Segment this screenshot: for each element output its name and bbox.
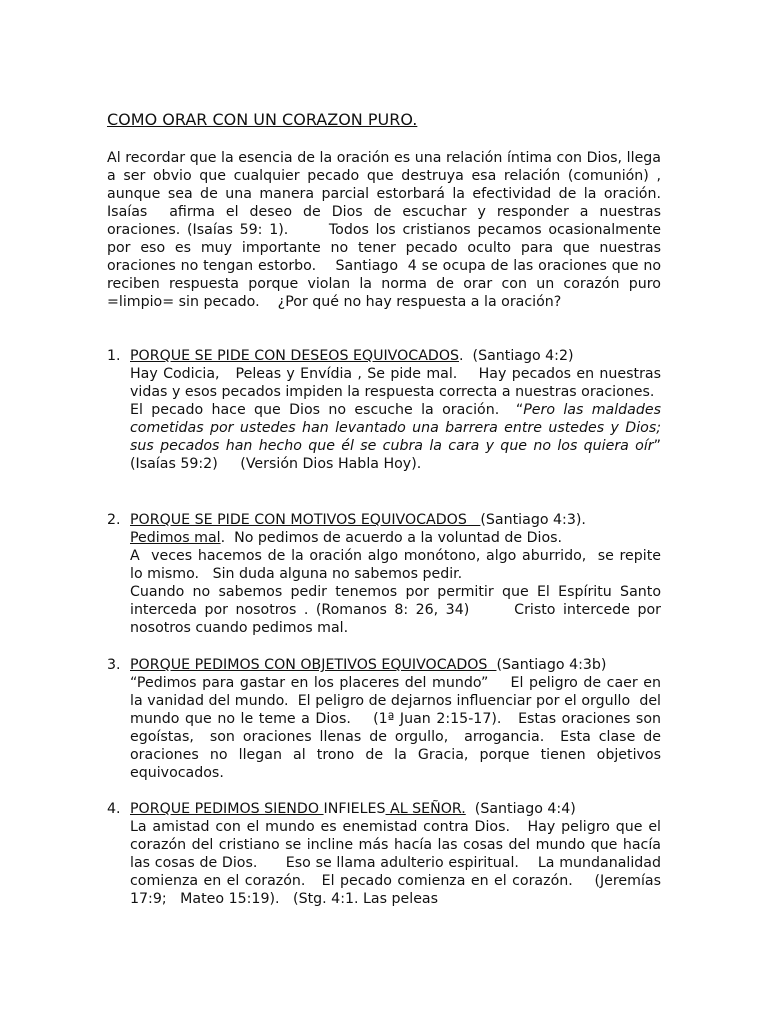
item-reference: (Santiago 4:3). [480, 512, 586, 528]
list-number: 2. [107, 512, 121, 528]
quote-text: Pero las maldades cometidas por ustedes han levantado una barrera entre ustedes y Dios; sus pecados han hecho que él se cubra la cara y que no los quiera oír [130, 402, 671, 454]
item-paragraph: Hay Codicia, Peleas y Envídia , Se pide mal. Hay pecados en nuestras vidas y esos pecados impiden la respuesta correcta a nuestras oraciones. [130, 366, 666, 400]
document-title: COMO ORAR CON UN CORAZON PURO. [107, 110, 418, 129]
list-item-2 [107, 511, 666, 637]
item-heading-word: INFIELES [323, 801, 386, 817]
intro-paragraph: Al recordar que la esencia de la oración es una relación íntima con Dios, llega a ser obvio que cualquier pecado que destruya esa relación (comunión) , aunque sea de una manera parcial estorbará la efectividad de la oración. Isaías afirma el deseo de Dios de escuchar y responder a nuestras oraciones. (Isaías 59: 1). Todos los cristianos pecamos ocasionalmente por eso es muy importante no tener pecado oculto para que nuestras oraciones no tengan estorbo. Santiago 4 se ocupa de las oraciones que no reciben respuesta porque violan la norma de orar con un corazón puro =limpio= sin pecado. ¿Por qué no hay respuesta a la oración? [107, 150, 684, 310]
item-heading-end: AL SEÑOR. [385, 801, 466, 817]
item-heading: PORQUE SE PIDE CON MOTIVOS EQUIVOCADOS [130, 512, 481, 528]
item-paragraph: La amistad con el mundo es enemistad contra Dios. Hay peligro que el corazón del cristiano se incline más hacía las cosas del mundo que hacía las cosas de Dios. Eso se llama adulterio espiritual. La mundanalidad comienza en el corazón. El pecado comienza en el corazón. (Jeremías 17:9; Mateo 15:19). (Stg. 4:1. Las peleas [130, 819, 666, 907]
quote-reference: ” (Isaías 59:2) (Versión Dios Habla Hoy). [130, 438, 671, 472]
list-item-1 [107, 347, 671, 473]
list-number: 3. [107, 657, 121, 673]
item-heading-line [130, 656, 661, 674]
item-heading: PORQUE PEDIMOS SIENDO [130, 801, 324, 817]
item-subheading-tail: . No pedimos de acuerdo a la voluntad de Dios. [220, 530, 563, 546]
item-heading-line [130, 800, 661, 818]
item-heading-line [130, 511, 661, 529]
item-reference: (Santiago 4:4) [465, 801, 576, 817]
item-heading-line [130, 347, 661, 365]
item-reference: . (Santiago 4:2) [459, 348, 574, 364]
item-subheading: Pedimos mal [130, 530, 221, 546]
list-item-3 [107, 656, 666, 782]
item-heading: PORQUE PEDIMOS CON OBJETIVOS EQUIVOCADOS [130, 657, 497, 673]
item-paragraph: Cuando no sabemos pedir tenemos por permitir que El Espíritu Santo interceda por nosotros . (Romanos 8: 26, 34) Cristo intercede por nosotros cuando pedimos mal. [130, 584, 666, 636]
list-number: 1. [107, 348, 121, 364]
list-item-4 [107, 800, 666, 908]
item-heading: PORQUE SE PIDE CON DESEOS EQUIVOCADOS [130, 348, 459, 364]
list-number: 4. [107, 801, 121, 817]
quote-lead: El pecado hace que Dios no escuche la oración. “ [130, 402, 524, 418]
item-reference: (Santiago 4:3b) [496, 657, 607, 673]
item-paragraph: A veces hacemos de la oración algo monótono, algo aburrido, se repite lo mismo. Sin duda alguna no sabemos pedir. [130, 548, 666, 582]
item-paragraph-quote [130, 401, 671, 473]
item-subheading-line [130, 529, 661, 547]
item-paragraph: “Pedimos para gastar en los placeres del mundo” El peligro de caer en la vanidad del mundo. El peligro de dejarnos influenciar por el orgullo del mundo que no le teme a Dios. (1ª Juan 2:15-17). Estas oraciones son egoístas, son oraciones llenas de orgullo, arrogancia. Esta clase de oraciones no llegan al trono de la Gracia, porque tienen objetivos equivocados. [130, 675, 666, 781]
